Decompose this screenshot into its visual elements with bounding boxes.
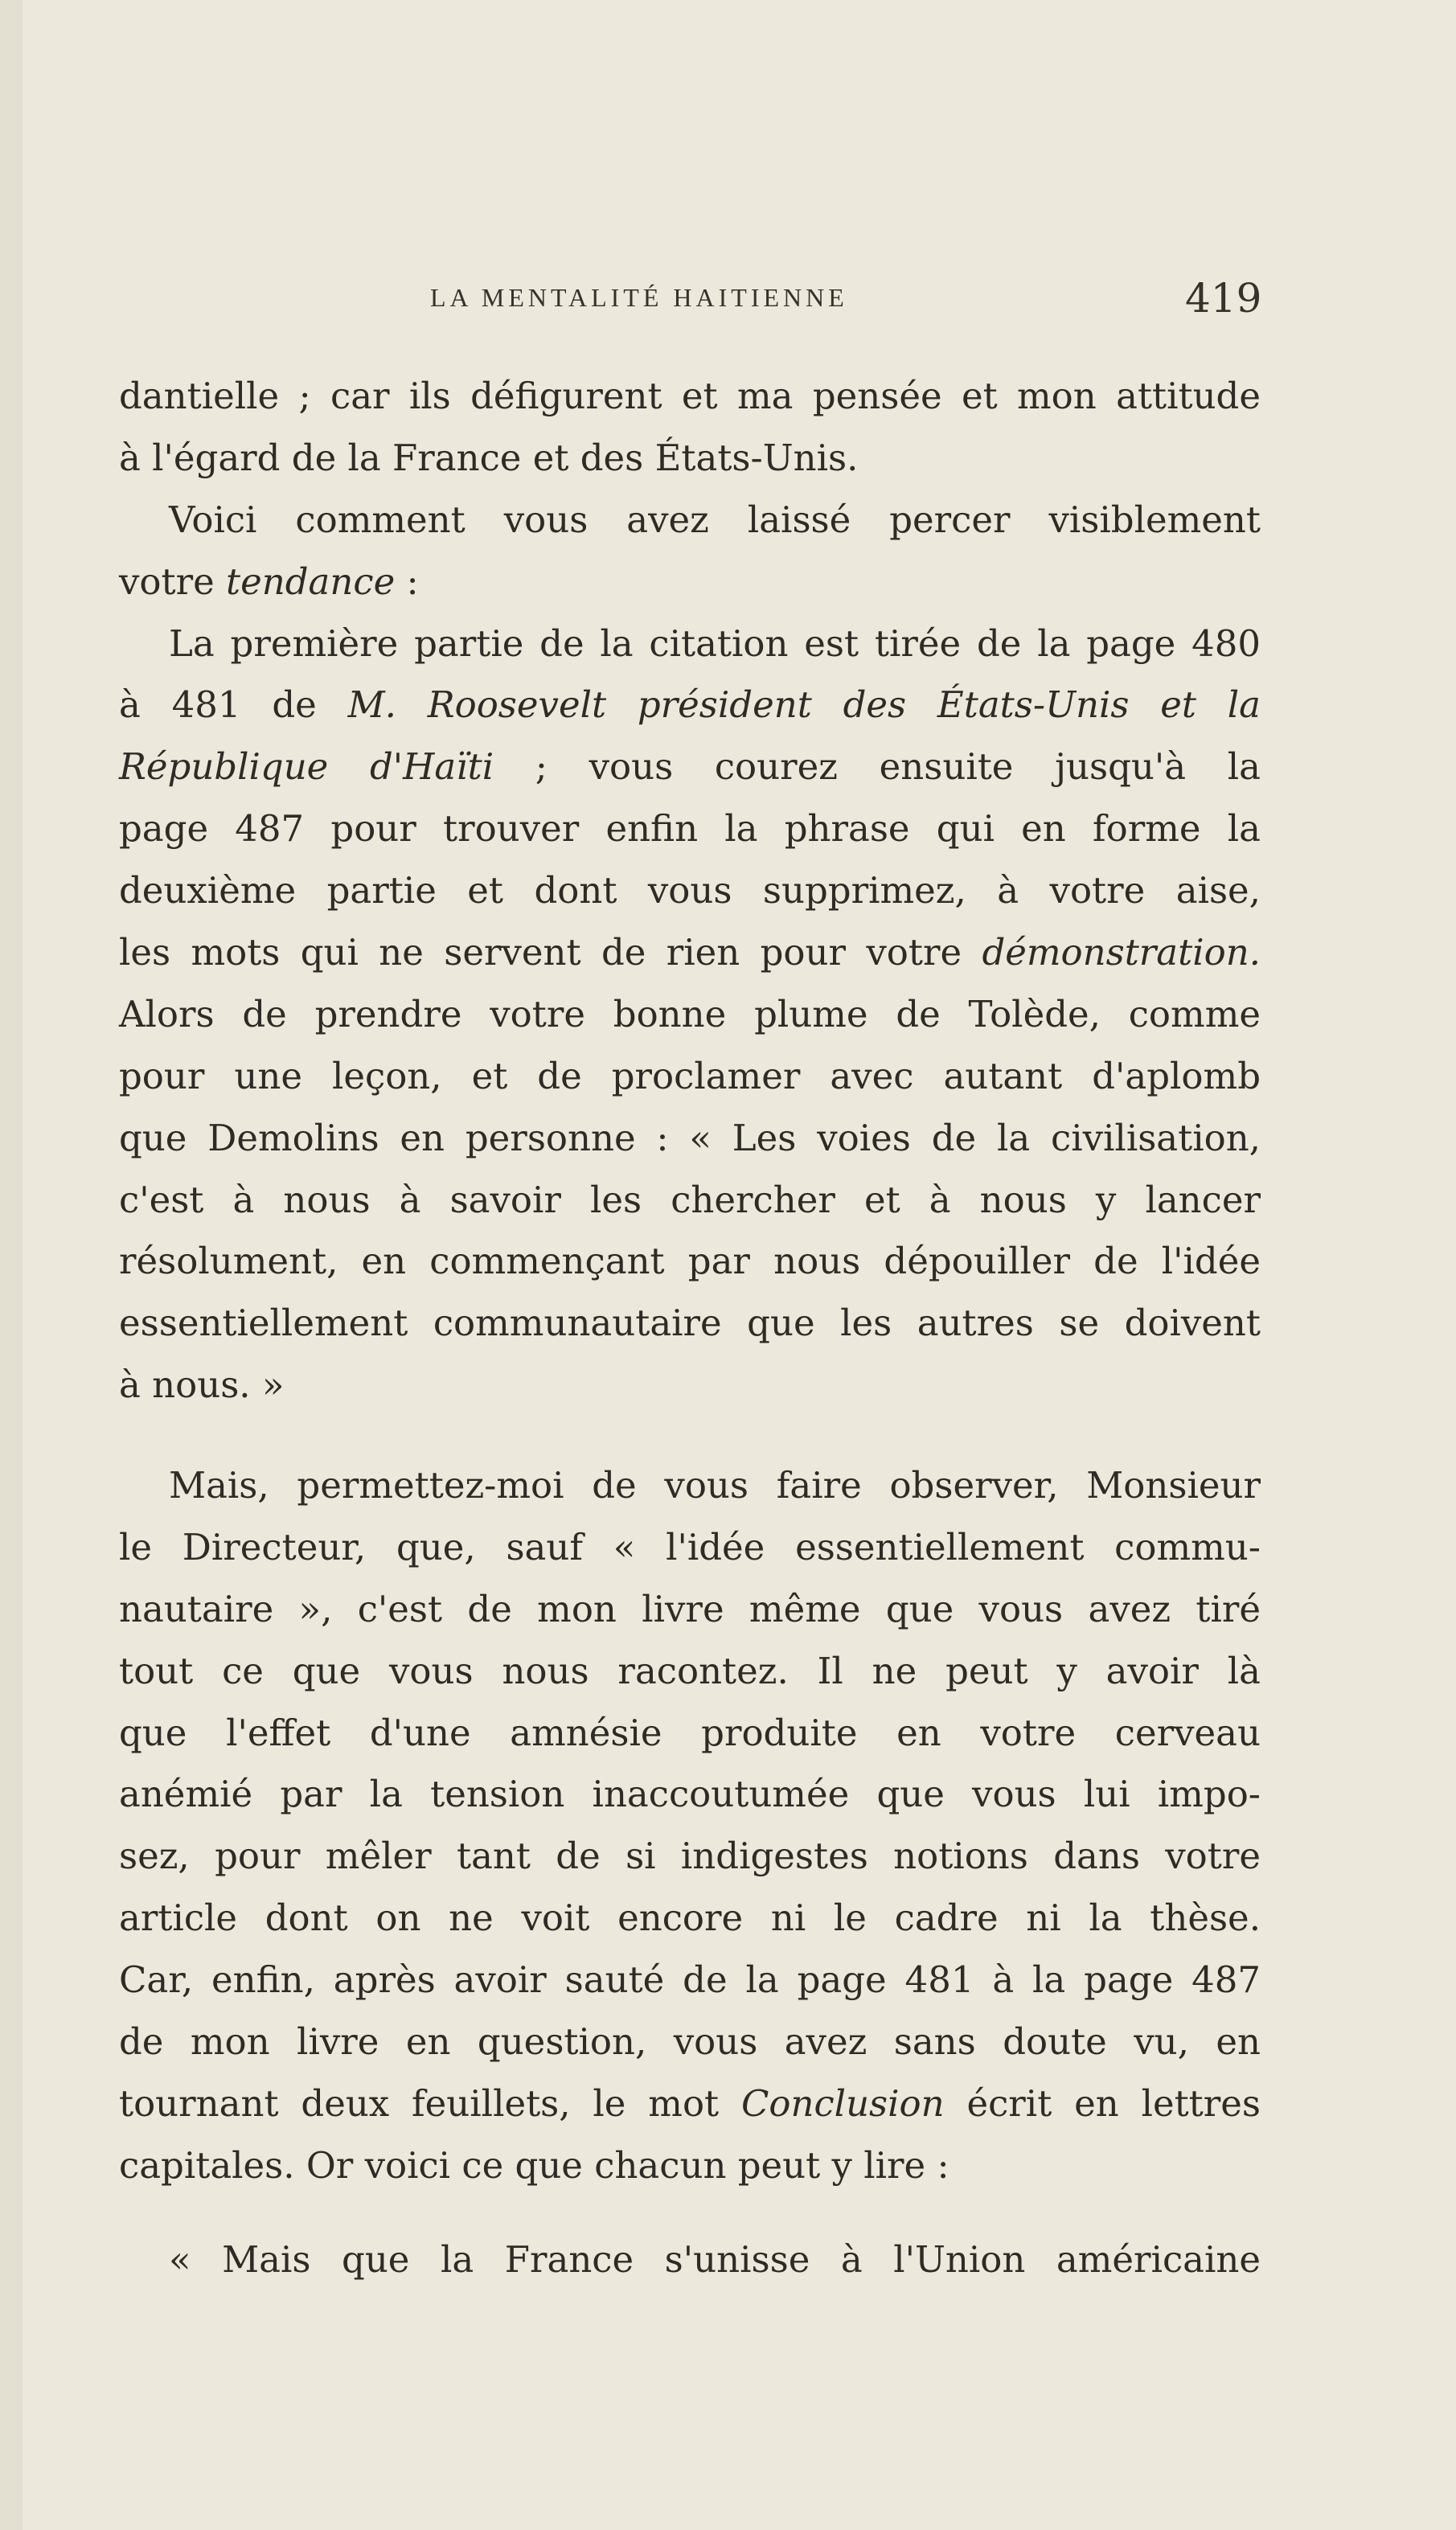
text-line: le Directeur, que, sauf « l'idée essentiellement commu- bbox=[119, 1525, 1261, 1568]
paragraph-1 bbox=[119, 366, 1261, 490]
text-run: : bbox=[395, 560, 419, 603]
paragraph-4 bbox=[119, 1455, 1261, 2197]
text-line: à l'égard de la France et des États-Unis. bbox=[119, 436, 859, 479]
text-line: Mais, permettez-moi de vous faire observer, Monsieur bbox=[169, 1464, 1261, 1507]
text-line: tout ce que vous nous racontez. Il ne peut y avoir là bbox=[119, 1649, 1261, 1692]
text-line bbox=[119, 2073, 1261, 2135]
italic-text: démonstration. bbox=[982, 931, 1261, 974]
text-line bbox=[119, 736, 1261, 798]
text-line bbox=[119, 552, 1261, 613]
text-run: tournant deux feuillets, le mot bbox=[119, 2081, 741, 2125]
text-line: page 487 pour trouver enfin la phrase qui en forme la bbox=[119, 807, 1261, 851]
text-run: ; vous courez ensuite jusqu'à la bbox=[494, 745, 1261, 789]
text-line: deuxième partie et dont vous supprimez, à votre aise, bbox=[119, 869, 1261, 912]
body-text-upper bbox=[119, 366, 1261, 1417]
text-line: que Demolins en personne : « Les voies de la civilisation, bbox=[119, 1116, 1261, 1159]
text-line: Alors de prendre votre bonne plume de Tolède, comme bbox=[119, 992, 1261, 1035]
paragraph-5 bbox=[119, 2229, 1261, 2291]
italic-text: République d'Haïti bbox=[119, 745, 494, 789]
text-line: Car, enfin, après avoir sauté de la page 481 à la page 487 bbox=[119, 1958, 1261, 2002]
text-run: à 481 de bbox=[119, 683, 348, 727]
text-line: Voici comment vous avez laissé percer visiblement bbox=[169, 498, 1261, 541]
text-line: résolument, en commençant par nous dépouiller de l'idée bbox=[119, 1240, 1261, 1283]
text-line: à nous. » bbox=[119, 1363, 285, 1407]
text-line: article dont on ne voit encore ni le cadre ni la thèse. bbox=[119, 1896, 1261, 1940]
text-run: votre bbox=[119, 560, 227, 603]
paragraph-2 bbox=[119, 490, 1261, 613]
body-text-lower bbox=[119, 1455, 1261, 2291]
page-edge-shadow bbox=[0, 0, 23, 2530]
text-line: anémié par la tension inaccoutumée que vous lui impo- bbox=[119, 1773, 1261, 1816]
paragraph-3 bbox=[119, 613, 1261, 1417]
text-line: essentiellement communautaire que les autres se doivent bbox=[119, 1302, 1261, 1345]
text-line: sez, pour mêler tant de si indigestes notions dans votre bbox=[119, 1835, 1261, 1878]
text-line: c'est à nous à savoir les chercher et à nous y lancer bbox=[119, 1178, 1261, 1221]
italic-text: tendance bbox=[226, 560, 396, 603]
italic-text: M. Roosevelt président des États-Unis et la bbox=[347, 683, 1261, 727]
paragraph-gap bbox=[119, 2197, 1261, 2229]
text-line: dantielle ; car ils défigurent et ma pensée et mon attitude bbox=[119, 375, 1261, 417]
text-line: de mon livre en question, vous avez sans doute vu, en bbox=[119, 2020, 1261, 2064]
text-line: capitales. Or voici ce que chacun peut y lire : bbox=[119, 2143, 949, 2187]
text-line: que l'effet d'une amnésie produite en votre cerveau bbox=[119, 1711, 1261, 1754]
text-line bbox=[119, 922, 1261, 984]
text-run: les mots qui ne servent de rien pour votre bbox=[119, 931, 982, 974]
italic-text: Conclusion bbox=[740, 2081, 945, 2125]
page-number: 419 bbox=[1185, 275, 1262, 322]
text-line: pour une leçon, et de proclamer avec autant d'aplomb bbox=[119, 1054, 1261, 1097]
text-line bbox=[119, 675, 1261, 736]
text-line: La première partie de la citation est tirée de la page 480 bbox=[169, 621, 1261, 665]
text-line: « Mais que la France s'unisse à l'Union américaine bbox=[169, 2237, 1261, 2281]
text-run: écrit en lettres bbox=[944, 2081, 1261, 2125]
text-line: nautaire », c'est de mon livre même que vous avez tiré bbox=[119, 1587, 1261, 1630]
running-head: LA MENTALITÉ HAITIENNE bbox=[430, 283, 848, 312]
